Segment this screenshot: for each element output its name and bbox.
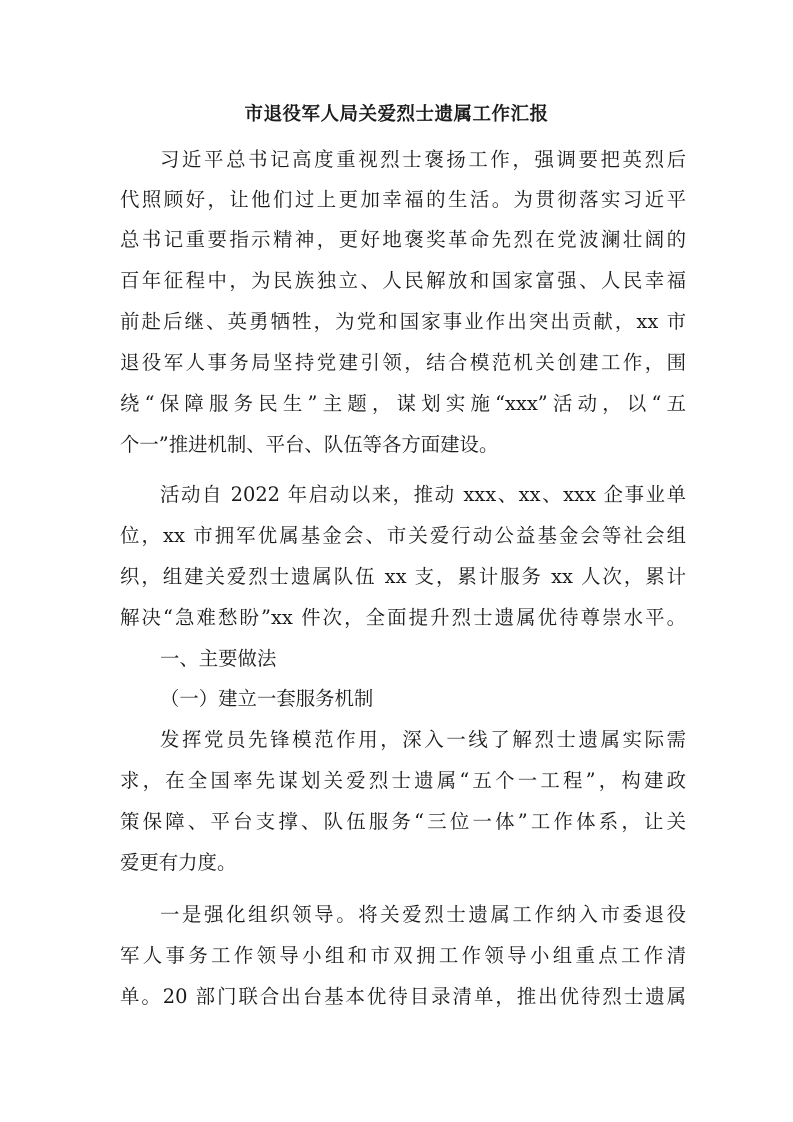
document-title: 市退役军人局关爱烈士遗属工作汇报 <box>244 104 549 125</box>
paragraph-1-line: 个一”推进机制、平台、队伍等各方面建设。 <box>120 433 499 456</box>
paragraph-1-line: 代照顾好，让他们过上更加幸福的生活。为贯彻落实习近平 <box>120 188 686 211</box>
paragraph-3-line: 求，在全国率先谋划关爱烈士遗属“五个一工程”，构建政 <box>120 769 686 792</box>
paragraph-3-line: 策保障、平台支撑、队伍服务“三位一体”工作体系，让关 <box>120 810 686 833</box>
paragraph-2-line: 解决“急难愁盼”xx 件次，全面提升烈士遗属优待尊崇水平。 <box>120 606 686 629</box>
paragraph-1-line: 绕“保障服务民生”主题，谋划实施“xxx”活动，以“五 <box>120 392 686 415</box>
section-heading: 一、主要做法 <box>160 647 277 670</box>
paragraph-4-line: 单。20 部门联合出台基本优待目录清单，推出优待烈士遗属 <box>120 985 686 1008</box>
paragraph-2-line: 织，组建关爱烈士遗属队伍 xx 支，累计服务 xx 人次，累计 <box>120 565 686 588</box>
subsection-heading: （一）建立一套服务机制 <box>160 687 374 710</box>
paragraph-2-line: 活动自 2022 年启动以来，推动 xxx、xx、xxx 企事业单 <box>160 483 686 506</box>
paragraph-1-line: 总书记重要指示精神，更好地褒奖革命先烈在党波澜壮阔的 <box>120 228 686 251</box>
paragraph-1-line: 退役军人事务局坚持党建引领，结合模范机关创建工作，围 <box>120 351 686 374</box>
paragraph-3-line: 发挥党员先锋模范作用，深入一线了解烈士遗属实际需 <box>160 728 686 751</box>
paragraph-1-line: 前赴后继、英勇牺牲，为党和国家事业作出突出贡献，xx 市 <box>120 310 686 333</box>
paragraph-1-line: 百年征程中，为民族独立、人民解放和国家富强、人民幸福 <box>120 269 686 292</box>
paragraph-3-line: 爱更有力度。 <box>120 851 237 874</box>
paragraph-2-line: 位，xx 市拥军优属基金会、市关爱行动公益基金会等社会组 <box>120 524 686 547</box>
paragraph-4-line: 一是强化组织领导。将关爱烈士遗属工作纳入市委退役 <box>160 903 686 926</box>
paragraph-1-line: 习近平总书记高度重视烈士褒扬工作，强调要把英烈后 <box>160 148 686 171</box>
paragraph-4-line: 军人事务工作领导小组和市双拥工作领导小组重点工作清 <box>120 944 686 967</box>
